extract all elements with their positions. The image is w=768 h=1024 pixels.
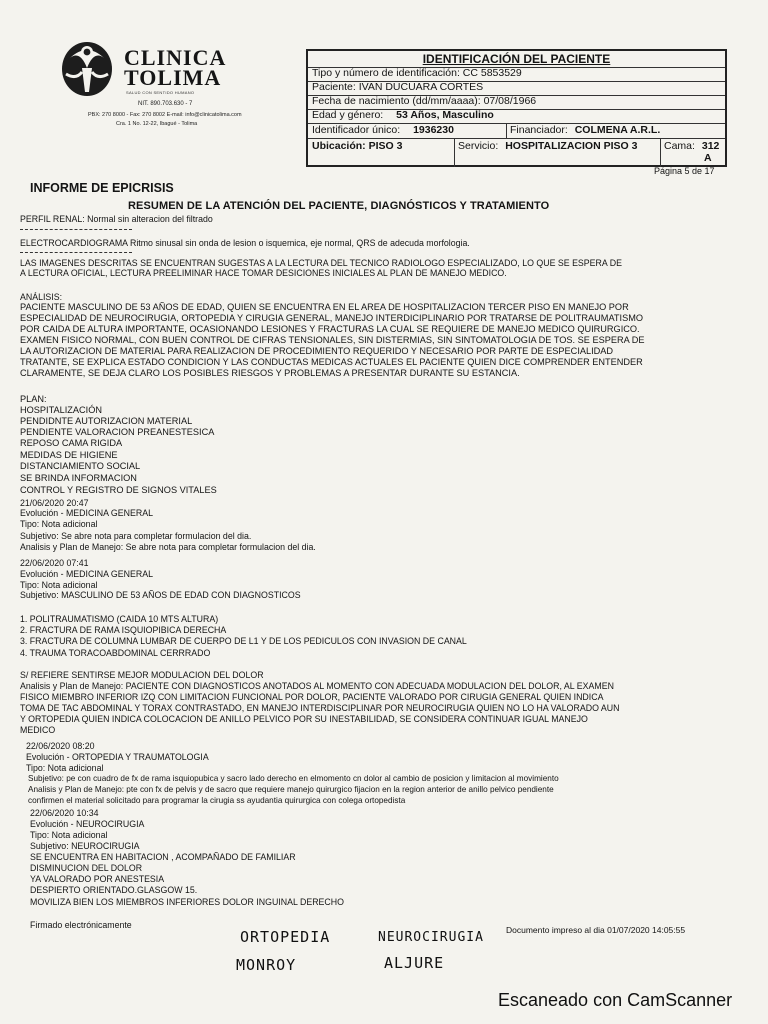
patient-service bbox=[458, 140, 637, 152]
note-line: YA VALORADO POR ANESTESIA bbox=[30, 874, 165, 884]
summary-heading: RESUMEN DE LA ATENCIÓN DEL PACIENTE, DIAGNÓSTICOS Y TRATAMIENTO bbox=[128, 200, 550, 212]
plan-item: CONTROL Y REGISTRO DE SIGNOS VITALES bbox=[20, 485, 217, 495]
plan-item: PENDIENTE VALORACION PREANESTESICA bbox=[20, 427, 215, 437]
scanner-watermark: Escaneado con CamScanner bbox=[498, 990, 733, 1010]
divider bbox=[20, 229, 132, 230]
analysis-line: ESPECIALIDAD DE NEUROCIRUGIA, ORTOPEDIA Y CIRUGIA GENERAL, MANEJO INTERDICIPLINARIO POR TRATARSE DE POLITRAUMATISMO bbox=[20, 313, 643, 323]
imaging-line-1: LAS IMAGENES DESCRITAS SE ENCUENTRAN SUGESTAS A LA LECTURA DEL TECNICO RADIOLOGO ESPECIALIZADO, LO QUE SE ESPERA DE bbox=[20, 258, 622, 268]
plan-item: MEDIDAS DE HIGIENE bbox=[20, 450, 118, 460]
clinic-logo-icon bbox=[58, 38, 116, 100]
analysis-line: PACIENTE MASCULINO DE 53 AÑOS DE EDAD, QUIEN SE ENCUENTRA EN EL AREA DE HOSPITALIZACION TERCER PISO EN MANEJO POR bbox=[20, 302, 629, 312]
bed-value: 312 bbox=[701, 140, 720, 152]
handwritten-note: MONROY bbox=[236, 956, 297, 974]
clinic-name bbox=[124, 45, 227, 90]
analysis-line: EXAMEN FISICO NORMAL, CON BUEN CONTROL DE CIFRAS TENSIONALES, SIN DISTERMIAS, SIN SINTOMATOLOGIA DE TOS. SE ESPERA DE bbox=[20, 335, 645, 345]
diagnosis-item: 4. TRAUMA TORACOABDOMINAL CERRRADO bbox=[20, 648, 211, 658]
clinic-name-line2: TOLIMA bbox=[124, 65, 222, 90]
handwritten-note: ORTOPEDIA bbox=[240, 928, 331, 946]
clinic-nit: NIT. 890.703.630 - 7 bbox=[138, 101, 193, 107]
plan-item: SE BRINDA INFORMACION bbox=[20, 473, 137, 483]
note-analysis: TOMA DE TAC ABDOMINAL Y TORAX CONTRASTADO, EN MANEJO INTERDISCIPLINAR POR NEUROCIRUGIA QUIEN NO LO HA VALORADO AUN bbox=[20, 703, 620, 713]
note-evolution: Evolución - MEDICINA GENERAL bbox=[20, 569, 153, 579]
note-line: DISMINUCION DEL DOLOR bbox=[30, 863, 143, 873]
payer-label: Financiador: bbox=[510, 124, 568, 136]
bed-suffix: A bbox=[704, 152, 712, 164]
clinic-contact bbox=[88, 111, 308, 129]
handwritten-note: NEUROCIRUGIA bbox=[378, 930, 484, 945]
clinic-contact-line2: Cra. 1 No. 12-22, Ibagué - Tolima bbox=[116, 121, 198, 127]
diagnosis-item: 3. FRACTURA DE COLUMNA LUMBAR DE CUERPO DE L1 Y DE LOS PEDICULOS CON INVASION DE CANAL bbox=[20, 636, 467, 646]
page-number: Página 5 de 17 bbox=[654, 166, 715, 176]
clinic-name-line1: CLINICA bbox=[124, 45, 227, 70]
note-line: DESPIERTO ORIENTADO.GLASGOW 15. bbox=[30, 885, 198, 895]
patient-id-type: Tipo y número de identificación: CC 5853529 bbox=[312, 67, 522, 79]
plan-item: REPOSO CAMA RIGIDA bbox=[20, 438, 123, 448]
clinic-logo bbox=[58, 38, 298, 148]
imaging-line-2: A LECTURA OFICIAL, LECTURA PREELIMINAR HACE TOMAR DESICIONES INICIALES AL PLAN DE MANEJO MEDICO. bbox=[20, 268, 507, 278]
note-analysis: Y ORTOPEDIA QUIEN INDICA COLOCACION DE ANILLO PELVICO POR SU INESTABILIDAD, SE CONSIDERA CONTINUAR IGUAL MANEJO bbox=[20, 714, 588, 724]
clinic-tagline: SALUD CON SENTIDO HUMANO bbox=[126, 90, 195, 95]
note-subjective: Subjetivo: Se abre nota para completar formulacion del dia. bbox=[20, 531, 252, 541]
plan-label: PLAN: bbox=[20, 394, 47, 404]
note-type: Tipo: Nota adicional bbox=[20, 519, 98, 529]
unique-id-label: Identificador único: bbox=[312, 124, 401, 136]
payer-value: COLMENA A.R.L. bbox=[574, 124, 661, 136]
note-date: 22/06/2020 10:34 bbox=[30, 808, 99, 818]
plan-item: PENDIDNTE AUTORIZACION MATERIAL bbox=[20, 416, 193, 426]
analysis-line: POR CAIDA DE ALTURA IMPORTANTE, OCASIONANDO LESIONES Y FRACTURAS LA CUAL SE REQUIERE DE MANEJO MEDICO QUIRURGICO. bbox=[20, 324, 640, 334]
note-evolution: Evolución - NEUROCIRUGIA bbox=[30, 819, 145, 829]
diagnosis-item: 1. POLITRAUMATISMO (CAIDA 10 MTS ALTURA) bbox=[20, 614, 219, 624]
patient-birth-date: Fecha de nacimiento (dd/mm/aaaa): 07/08/1966 bbox=[312, 95, 537, 107]
note-date: 22/06/2020 08:20 bbox=[26, 741, 95, 751]
note-line: MOVILIZA BIEN LOS MIEMBROS INFERIORES DOLOR INGUINAL DERECHO bbox=[30, 897, 344, 907]
signed-electronically: Firmado electrónicamente bbox=[30, 920, 132, 930]
handwritten-note: ALJURE bbox=[384, 954, 445, 972]
note-subjective: Subjetivo: MASCULINO DE 53 AÑOS DE EDAD CON DIAGNOSTICOS bbox=[20, 590, 301, 600]
note-subjective: Subjetivo: NEUROCIRUGIA bbox=[30, 841, 140, 851]
patient-age-gender bbox=[312, 109, 494, 121]
note-analysis: S/ REFIERE SENTIRSE MEJOR MODULACION DEL DOLOR bbox=[20, 670, 264, 680]
note-analysis: confirmen el material solicitado para programar la cirugia ss ayudantia quirurgica con colega ortopedista bbox=[28, 796, 406, 805]
bed-label: Cama: bbox=[664, 140, 695, 152]
note-analysis: Analisis y Plan de Manejo: pte con fx de pelvis y de sacro que requiere manejo quirurgico fijacion en la region anterior de anillo pelvico pendiente bbox=[28, 785, 554, 794]
note-date: 22/06/2020 07:41 bbox=[20, 558, 89, 568]
service-value: HOSPITALIZACION PISO 3 bbox=[505, 140, 638, 152]
patient-location: Ubicación: PISO 3 bbox=[312, 140, 403, 152]
plan-item: HOSPITALIZACIÓN bbox=[20, 405, 103, 415]
age-value: 53 Años, Masculino bbox=[396, 109, 494, 121]
analysis-line: LA AUTORIZACION DE MATERIAL PARA REALIZACION DE PROCEDIMIENTO REQUERIDO Y NECESARIO POR PARTE DE ESPECIALIDAD bbox=[20, 346, 614, 356]
note-type: Tipo: Nota adicional bbox=[26, 763, 104, 773]
patient-box-title: IDENTIFICACIÓN DEL PACIENTE bbox=[422, 52, 611, 66]
ekg-result: ELECTROCARDIOGRAMA Ritmo sinusal sin onda de lesion o isquemica, eje normal, QRS de adecuda morfologia. bbox=[20, 238, 470, 248]
plan-item: DISTANCIAMIENTO SOCIAL bbox=[20, 461, 141, 471]
unique-id-value: 1936230 bbox=[413, 124, 454, 136]
clinic-contact-line1: PBX: 270 8000 - Fax: 270 8002 E-mail: info@clinicatolima.com bbox=[88, 112, 242, 118]
note-line: SE ENCUENTRA EN HABITACION , ACOMPAÑADO DE FAMILIAR bbox=[30, 852, 296, 862]
patient-identification-box bbox=[306, 49, 727, 167]
note-evolution: Evolución - ORTOPEDIA Y TRAUMATOLOGIA bbox=[26, 752, 209, 762]
note-type: Tipo: Nota adicional bbox=[20, 580, 98, 590]
note-analysis: Analisis y Plan de Manejo: Se abre nota para completar formulacion del dia. bbox=[20, 542, 316, 552]
note-type: Tipo: Nota adicional bbox=[30, 830, 108, 840]
report-title: INFORME DE EPICRISIS bbox=[30, 181, 174, 195]
note-analysis: MEDICO bbox=[20, 725, 56, 735]
note-date: 21/06/2020 20:47 bbox=[20, 498, 89, 508]
patient-bed bbox=[664, 140, 719, 164]
note-analysis: Analisis y Plan de Manejo: PACIENTE CON DIAGNOSTICOS ANOTADOS AL MOMENTO CON ADECUADA MODULACION DEL DOLOR, AL EXAMEN bbox=[20, 681, 614, 691]
patient-unique-id bbox=[312, 124, 454, 136]
note-analysis: FISICO MIEMBRO INFERIOR IZQ CON LIMITACION FUNCIONAL POR DOLOR, PACIENTE VALORADO POR CIRUGIA GENERAL QUIEN INDICA bbox=[20, 692, 604, 702]
note-evolution: Evolución - MEDICINA GENERAL bbox=[20, 508, 153, 518]
divider bbox=[20, 252, 132, 253]
renal-profile: PERFIL RENAL: Normal sin alteracion del filtrado bbox=[20, 214, 213, 224]
analysis-label: ANÁLISIS: bbox=[20, 292, 63, 302]
age-label: Edad y género: bbox=[312, 109, 384, 121]
print-date: Documento impreso al dia 01/07/2020 14:05:55 bbox=[506, 925, 686, 935]
analysis-line: TRATANTE, SE EXPLICA ESTADO CONDICION Y LAS CONDUCTAS MEDICAS ACTUALES EL PACIENTE QUIEN DICE COMPRENDER ENTENDER bbox=[20, 357, 643, 367]
patient-name: Paciente: IVAN DUCUARA CORTES bbox=[312, 81, 484, 93]
service-label: Servicio: bbox=[458, 140, 499, 152]
diagnosis-item: 2. FRACTURA DE RAMA ISQUIOPIBICA DERECHA bbox=[20, 625, 227, 635]
analysis-line: CLARAMENTE, SE DEJA CLARO LOS POSIBLES RIESGOS Y PROBLEMAS A PRESENTAR DURANTE SU ESTANCIA. bbox=[20, 368, 520, 378]
note-subjective: Subjetivo: pe con cuadro de fx de rama isquiopubica y sacro lado derecho en elmomento cn dolor al cambio de posicion y limitacion al movimiento bbox=[28, 774, 559, 783]
patient-payer bbox=[510, 124, 660, 136]
